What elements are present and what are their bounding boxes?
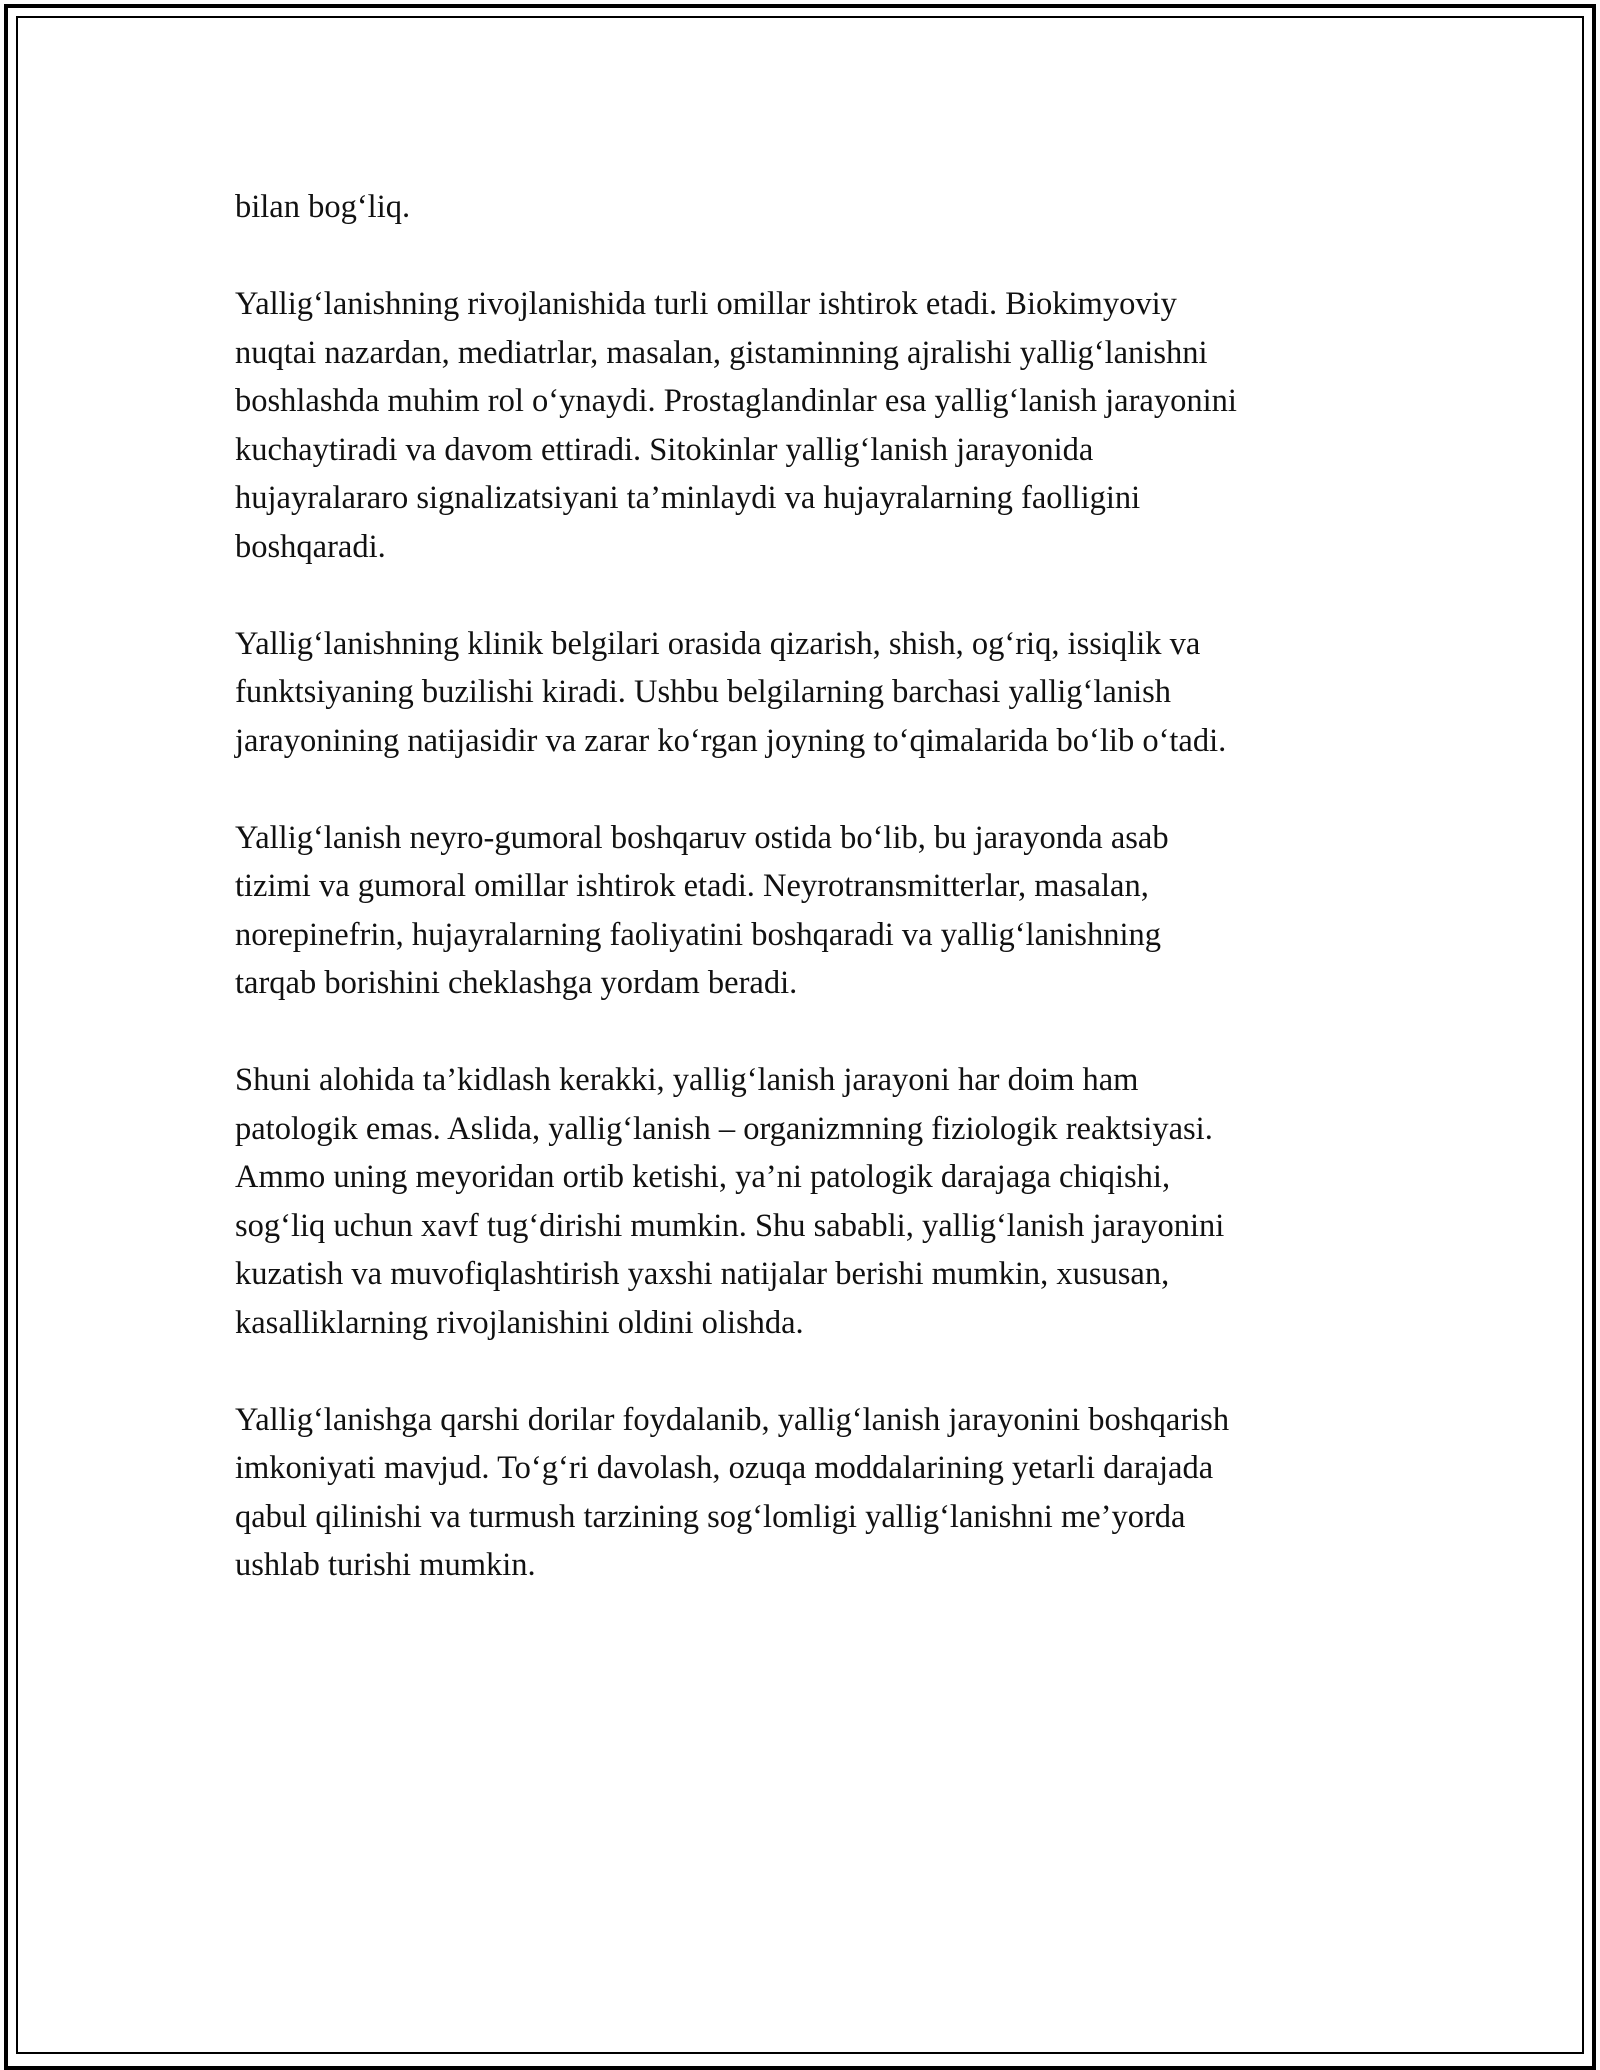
text-line: hujayralararo signalizatsiyani ta’minlaydi va hujayralarning faolligini: [235, 480, 1141, 516]
document-body: [235, 183, 1395, 1638]
text-line: bilan bog‘liq.: [235, 189, 411, 225]
text-line: boshqaradi.: [235, 528, 386, 565]
text-line: Yallig‘lanishga qarshi dorilar foydalanib, yallig‘lanish jarayonini boshqarish: [235, 1401, 1230, 1438]
text-line: Yallig‘lanishning rivojlanishida turli omillar ishtirok etadi. Biokimyoviy: [235, 286, 1177, 322]
text-line: Yallig‘lanish neyro-gumoral boshqaruv ostida bo‘lib, bu jarayonda asab: [235, 819, 1169, 856]
text-line: ushlab turishi mumkin.: [235, 1547, 536, 1583]
text-line: kuchaytiradi va davom ettiradi. Sitokinlar yallig‘lanish jarayonida: [235, 431, 1094, 468]
text-line: norepinefrin, hujayralarning faoliyatini boshqaradi va yallig‘lanishning: [235, 916, 1161, 953]
paragraph-3: [235, 620, 1395, 766]
text-line: sog‘liq uchun xavf tug‘dirishi mumkin. Shu sababli, yallig‘lanish jarayonini: [235, 1207, 1225, 1244]
text-line: jarayonining natijasidir va zarar ko‘rgan joyning to‘qimalarida bo‘lib o‘tadi.: [235, 722, 1227, 759]
text-line: tarqab borishini cheklashga yordam beradi.: [235, 965, 798, 1001]
text-line: patologik emas. Aslida, yallig‘lanish – organizmning fiziologik reaktsiyasi.: [235, 1110, 1213, 1147]
text-line: nuqtai nazardan, mediatrlar, masalan, gistaminning ajralishi yallig‘lanishni: [235, 334, 1208, 371]
text-line: Yallig‘lanishning klinik belgilari orasida qizarish, shish, og‘riq, issiqlik va: [235, 625, 1201, 662]
text-line: kasalliklarning rivojlanishini oldini olishda.: [235, 1304, 804, 1341]
text-line: Shuni alohida ta’kidlash kerakki, yallig‘lanish jarayoni har doim ham: [235, 1062, 1139, 1098]
text-line: boshlashda muhim rol o‘ynaydi. Prostaglandinlar esa yallig‘lanish jarayonini: [235, 383, 1237, 419]
paragraph-4: [235, 814, 1395, 1008]
paragraph-6: [235, 1396, 1395, 1590]
paragraph-5: [235, 1056, 1395, 1347]
paragraph-2: [235, 280, 1395, 571]
text-line: kuzatish va muvofiqlashtirish yaxshi natijalar berishi mumkin, xususan,: [235, 1256, 1170, 1292]
text-line: funktsiyaning buzilishi kiradi. Ushbu belgilarning barchasi yallig‘lanish: [235, 674, 1172, 710]
text-line: Ammo uning meyoridan ortib ketishi, ya’ni patologik darajaga chiqishi,: [235, 1159, 1171, 1195]
text-line: imkoniyati mavjud. To‘g‘ri davolash, ozuqa moddalarining yetarli darajada: [235, 1450, 1214, 1486]
text-line: tizimi va gumoral omillar ishtirok etadi. Neyrotransmitterlar, masalan,: [235, 868, 1149, 904]
paragraph-1: [235, 183, 1395, 232]
text-line: qabul qilinishi va turmush tarzining sog‘lomligi yallig‘lanishni me’yorda: [235, 1498, 1186, 1535]
